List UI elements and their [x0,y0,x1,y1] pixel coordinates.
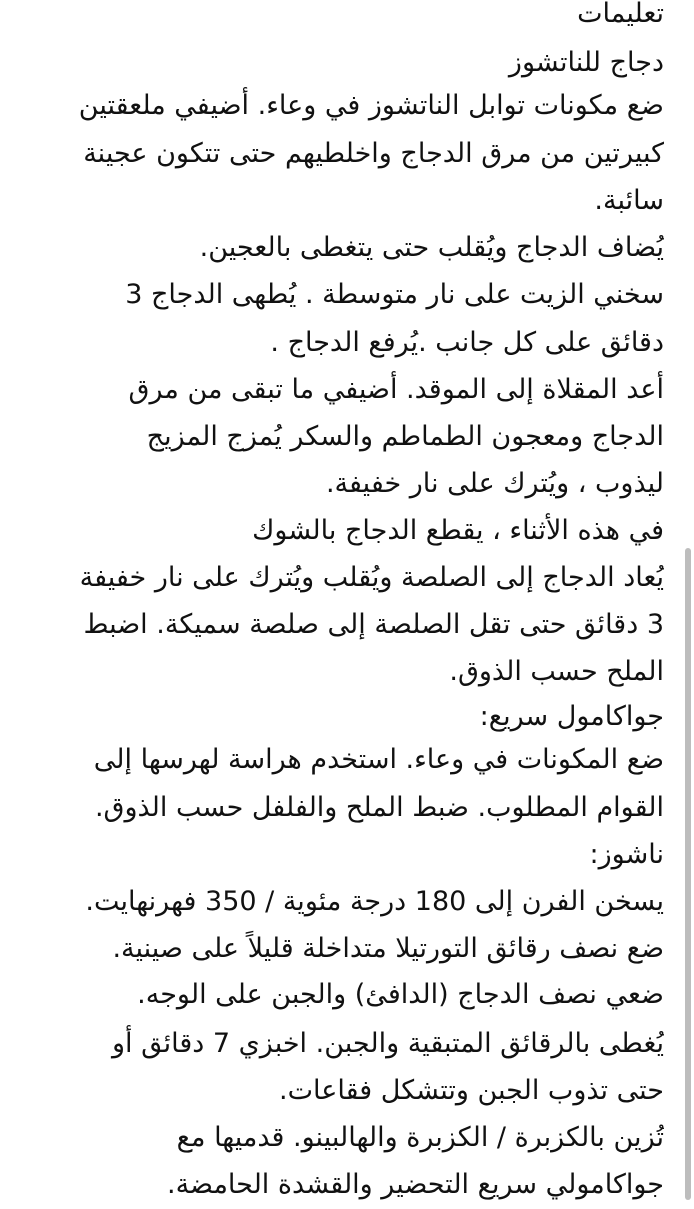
text-line: ضعي نصف الدجاج (الدافئ) والجبن على الوجه. [137,979,664,1010]
text-line: يُغطى بالرقائق المتبقية والجبن. اخبزي 7 دقائق أو [112,1028,664,1059]
text-line: ضع مكونات توابل الناتشوز في وعاء. أضيفي ملعقتين [78,90,664,121]
text-line: ضع المكونات في وعاء. استخدم هراسة لهرسها إلى [93,744,664,775]
text-line: سائبة. [594,185,664,216]
text-line: الملح حسب الذوق. [449,656,664,687]
text-line: حتى تذوب الجبن وتتشكل فقاعات. [279,1075,664,1106]
section-title-chicken: دجاج للناتشوز [508,47,664,78]
text-line: دقائق على كل جانب .يُرفع الدجاج . [270,327,664,358]
heading-instructions: تعليمات [577,0,664,29]
text-line: يسخن الفرن إلى 180 درجة مئوية / 350 فهرنهايت. [85,886,664,917]
text-line: في هذه الأثناء ، يقطع الدجاج بالشوك [252,515,664,546]
text-line: تُزين بالكزبرة / الكزبرة والهالبينو. قدميها مع [176,1122,664,1153]
text-line: الدجاج ومعجون الطماطم والسكر يُمزج المزيج [146,421,664,452]
text-line: كبيرتين من مرق الدجاج واخلطيهم حتى تتكون عجينة [83,138,664,169]
scrollbar-thumb[interactable] [685,548,691,1200]
text-line: 3 دقائق حتى تقل الصلصة إلى صلصة سميكة. اضبط [83,609,664,640]
text-line: أعد المقلاة إلى الموقد. أضيفي ما تبقى من مرق [128,374,664,405]
section-title-guacamole: جواكامول سريع: [479,701,664,732]
text-line: يُضاف الدجاج ويُقلب حتى يتغطى بالعجين. [199,232,664,263]
text-line: ضع نصف رقائق التورتيلا متداخلة قليلاً على صينية. [112,933,664,964]
section-title-nachos: ناشوز: [589,839,664,870]
text-line: ليذوب ، ويُترك على نار خفيفة. [325,468,664,499]
text-line: جواكامولي سريع التحضير والقشدة الحامضة. [166,1169,664,1200]
text-line: سخني الزيت على نار متوسطة . يُطهى الدجاج 3 [125,279,664,310]
text-line: يُعاد الدجاج إلى الصلصة ويُقلب ويُترك على نار خفيفة [79,562,664,593]
text-line: القوام المطلوب. ضبط الملح والفلفل حسب الذوق. [94,792,664,823]
